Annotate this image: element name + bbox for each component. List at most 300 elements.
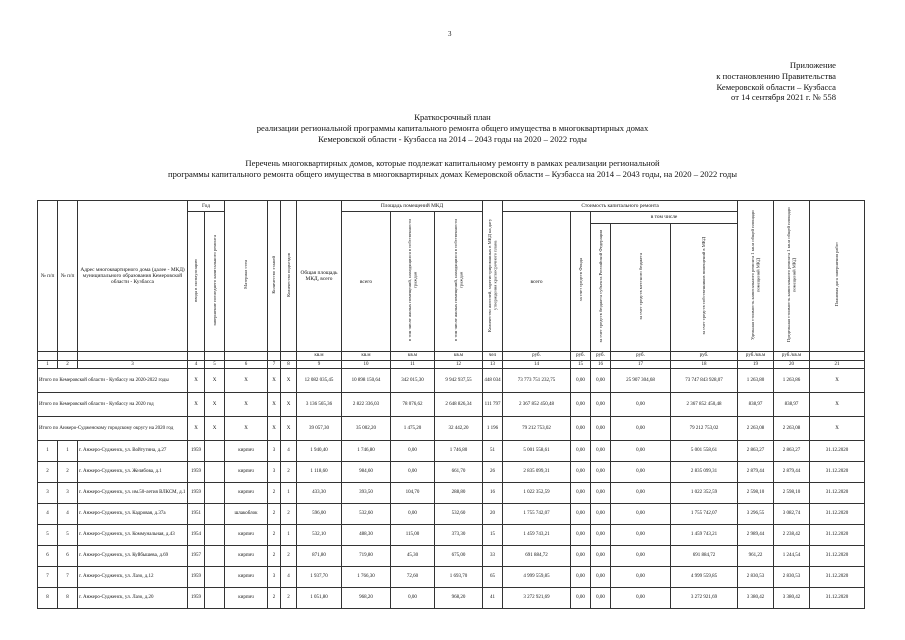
column-number: 21 xyxy=(810,361,865,369)
totals-cell-c20: 1 263,86 xyxy=(774,369,810,393)
column-number: 1 xyxy=(38,361,58,369)
table-row xyxy=(38,588,865,609)
cell-cost: 691 884,72 xyxy=(503,546,571,567)
cell-year: 1959 xyxy=(188,483,205,504)
header-area-group: Площадь помещений МКД xyxy=(342,201,483,212)
cell-repair xyxy=(205,504,225,525)
cell-fed: 0,00 xyxy=(591,504,611,525)
totals-cell-c13: 448 034 xyxy=(483,369,503,393)
header-unit-cost xyxy=(738,201,774,352)
cell-res: 65 xyxy=(483,567,503,588)
cell-fund: 0,00 xyxy=(571,588,591,609)
cell-fund: 0,00 xyxy=(571,525,591,546)
cell-fed: 0,00 xyxy=(591,588,611,609)
cell-own: 532,60 xyxy=(435,504,483,525)
unit-cell: руб. xyxy=(611,352,671,361)
cell-date: 31.12.2020 xyxy=(810,546,865,567)
cell-addr: г. Анжеро-Судженск, ул. Желябова, д.1 xyxy=(78,462,188,483)
totals-label: Итого по Кемеровской области - Кузбассу на 2020-2022 годы xyxy=(38,369,188,393)
header-entrances xyxy=(281,201,297,352)
cell-local: 0,00 xyxy=(611,588,671,609)
cell-owners: 4 999 559,85 xyxy=(671,567,738,588)
cell-total: 1 051,80 xyxy=(297,588,342,609)
header-limit-cost xyxy=(774,201,810,352)
cell-cost: 3 272 921,69 xyxy=(503,588,571,609)
header-row xyxy=(38,201,865,212)
totals-cell-c12: 2 648 826,34 xyxy=(435,393,483,417)
unit-cell xyxy=(268,352,281,361)
totals-cell-c9: 12 082 035,45 xyxy=(297,369,342,393)
totals-row xyxy=(38,393,865,417)
cell-all: 532,60 xyxy=(342,504,391,525)
cell-cit: 45,30 xyxy=(391,546,435,567)
unit-cell: руб. xyxy=(571,352,591,361)
header-fund-label: за счет средств Фонда xyxy=(577,258,583,302)
cell-cost: 5 001 558,61 xyxy=(503,441,571,462)
cell-year: 1959 xyxy=(188,441,205,462)
cell-fund: 0,00 xyxy=(571,483,591,504)
unit-cell: руб./кв.м xyxy=(774,352,810,361)
cell-limit: 1 244,54 xyxy=(774,546,810,567)
cell-res: 41 xyxy=(483,588,503,609)
cell-fed: 0,00 xyxy=(591,546,611,567)
cell-fed: 0,00 xyxy=(591,462,611,483)
totals-cell-c18: 2 367 852 450,48 xyxy=(671,393,738,417)
cell-total: 1 937,70 xyxy=(297,567,342,588)
plan-title xyxy=(150,112,755,144)
table-row xyxy=(38,567,865,588)
totals-cell-c10: 35 002,20 xyxy=(342,417,391,441)
cell-addr: г. Анжеро-Судженск, ул. Лазо, д.12 xyxy=(78,567,188,588)
cell-cost: 1 755 742,07 xyxy=(503,504,571,525)
cell-cost: 1 022 352,59 xyxy=(503,483,571,504)
cell-material: кирпич xyxy=(225,441,268,462)
totals-cell-c13: 1 196 xyxy=(483,417,503,441)
unit-cell: кв.м xyxy=(435,352,483,361)
totals-cell-c19: 2 263,08 xyxy=(738,417,774,441)
cell-date: 31.12.2020 xyxy=(810,462,865,483)
totals-cell-c19: 1 263,80 xyxy=(738,369,774,393)
unit-cell: чел xyxy=(483,352,503,361)
cell-n1: 8 xyxy=(38,588,58,609)
totals-cell-c14: 79 212 753,02 xyxy=(503,417,571,441)
list-title-line: программы капитального ремонта общего имущества в многоквартирных домах Кемеровской области – Кузбасса на 2014 – 2043 годы, на 2020 – 2022 годы xyxy=(168,168,737,179)
column-number: 7 xyxy=(268,361,281,369)
totals-cell-c8: X xyxy=(281,393,297,417)
cell-owners: 1 022 352,59 xyxy=(671,483,738,504)
cell-date: 31.12.2020 xyxy=(810,441,865,462)
cell-cit: 104,70 xyxy=(391,483,435,504)
cell-limit: 3 380,42 xyxy=(774,588,810,609)
cell-total: 596,00 xyxy=(297,504,342,525)
header-year-built xyxy=(188,212,205,352)
totals-cell-c7: X xyxy=(268,417,281,441)
cell-total: 1 118,60 xyxy=(297,462,342,483)
totals-cell-c14: 73 773 751 232,75 xyxy=(503,369,571,393)
cell-n1: 2 xyxy=(38,462,58,483)
cell-cost: 1 459 743,21 xyxy=(503,525,571,546)
header-limit-cost-label: Предельная стоимость капитального ремонта 1 кв.м общей площади помещений МКД xyxy=(786,207,797,342)
column-number: 13 xyxy=(483,361,503,369)
column-number: 11 xyxy=(391,361,435,369)
cell-fund: 0,00 xyxy=(571,546,591,567)
cell-material: кирпич xyxy=(225,546,268,567)
totals-cell-c18: 79 212 753,02 xyxy=(671,417,738,441)
cell-ent: 2 xyxy=(281,588,297,609)
cell-date: 31.12.2020 xyxy=(810,504,865,525)
cell-material: кирпич xyxy=(225,483,268,504)
column-number: 4 xyxy=(188,361,205,369)
cell-own: 968,20 xyxy=(435,588,483,609)
header-floors-label: Количество этажей xyxy=(271,255,277,294)
column-number: 16 xyxy=(591,361,611,369)
totals-cell-c15: 0,00 xyxy=(571,393,591,417)
cell-total: 532,10 xyxy=(297,525,342,546)
header-num2: № п/п xyxy=(58,201,78,352)
totals-cell-c11: 342 015,30 xyxy=(391,369,435,393)
cell-own: 373,30 xyxy=(435,525,483,546)
cell-ent: 1 xyxy=(281,525,297,546)
cell-date: 31.12.2020 xyxy=(810,483,865,504)
cell-own: 661,70 xyxy=(435,462,483,483)
cell-owners: 3 272 921,69 xyxy=(671,588,738,609)
totals-cell-c4: X xyxy=(188,393,205,417)
appendix-line: от 14 сентября 2021 г. № 558 xyxy=(731,92,836,103)
cell-own: 1 693,70 xyxy=(435,567,483,588)
totals-row xyxy=(38,417,865,441)
totals-cell-c18: 73 747 843 928,07 xyxy=(671,369,738,393)
cell-all: 393,50 xyxy=(342,483,391,504)
table-row xyxy=(38,504,865,525)
totals-cell-c13: 111 797 xyxy=(483,393,503,417)
column-number: 2 xyxy=(58,361,78,369)
cell-repair xyxy=(205,588,225,609)
cell-material: шлакоблок xyxy=(225,504,268,525)
cell-unit: 3 296,55 xyxy=(738,504,774,525)
cell-owners: 1 459 743,21 xyxy=(671,525,738,546)
totals-cell-c20: 838,97 xyxy=(774,393,810,417)
appendix-line: к постановлению Правительства xyxy=(716,70,836,81)
cell-all: 488,30 xyxy=(342,525,391,546)
cell-n2: 5 xyxy=(58,525,78,546)
header-area-citizens-label: в том числе жилых помещений, находящихся в собственности граждан xyxy=(407,219,418,341)
totals-label: Итого по Анжеро-Судженскому городскому округу на 2020 год xyxy=(38,417,188,441)
unit-cell xyxy=(78,352,188,361)
unit-cell xyxy=(205,352,225,361)
header-area-all: всего xyxy=(342,212,391,352)
totals-cell-c5: X xyxy=(205,393,225,417)
cell-year: 1957 xyxy=(188,546,205,567)
cell-date: 31.12.2020 xyxy=(810,567,865,588)
cell-own: 675,00 xyxy=(435,546,483,567)
cell-res: 15 xyxy=(483,525,503,546)
totals-label: Итого по Кемеровской области - Кузбассу на 2020 год xyxy=(38,393,188,417)
totals-cell-c19: 838,97 xyxy=(738,393,774,417)
cell-limit: 2 238,42 xyxy=(774,525,810,546)
cell-fed: 0,00 xyxy=(591,525,611,546)
cell-cit: 0,00 xyxy=(391,462,435,483)
cell-ent: 4 xyxy=(281,441,297,462)
cell-n1: 5 xyxy=(38,525,58,546)
header-federal xyxy=(591,223,611,351)
cell-local: 0,00 xyxy=(611,504,671,525)
cell-local: 0,00 xyxy=(611,462,671,483)
plan-title-line: Краткосрочный план xyxy=(414,112,491,122)
header-planned-date xyxy=(810,201,865,352)
cell-res: 16 xyxy=(483,483,503,504)
totals-cell-c17: 25 907 304,68 xyxy=(611,369,671,393)
cell-addr: г. Анжеро-Судженск, ул. Лазо, д.20 xyxy=(78,588,188,609)
unit-cell: кв.м xyxy=(342,352,391,361)
header-floors xyxy=(268,201,281,352)
cell-total: 871,80 xyxy=(297,546,342,567)
cell-repair xyxy=(205,525,225,546)
cell-own: 288,80 xyxy=(435,483,483,504)
unit-cell xyxy=(810,352,865,361)
plan-title-line: Кемеровской области - Кузбасса на 2014 – 2043 годы на 2020 – 2022 годы xyxy=(318,133,587,144)
totals-cell-c17: 0,00 xyxy=(611,393,671,417)
appendix-line: Кемеровской области – Кузбасса xyxy=(716,81,836,92)
cell-local: 0,00 xyxy=(611,525,671,546)
totals-cell-c21: X xyxy=(810,417,865,441)
totals-cell-c15: 0,00 xyxy=(571,369,591,393)
cell-fund: 0,00 xyxy=(571,462,591,483)
column-number: 20 xyxy=(774,361,810,369)
cell-fed: 0,00 xyxy=(591,441,611,462)
header-year-repair xyxy=(205,212,225,352)
unit-cell xyxy=(225,352,268,361)
table-row xyxy=(38,483,865,504)
totals-cell-c10: 10 898 150,64 xyxy=(342,369,391,393)
cell-unit: 2 879,44 xyxy=(738,462,774,483)
header-area-owned xyxy=(435,212,483,352)
header-year-group: Год xyxy=(188,201,225,212)
cell-all: 984,60 xyxy=(342,462,391,483)
cell-n2: 7 xyxy=(58,567,78,588)
cell-ent: 2 xyxy=(281,546,297,567)
totals-cell-c12: 9 942 937,55 xyxy=(435,369,483,393)
cell-repair xyxy=(205,546,225,567)
cell-ent: 2 xyxy=(281,462,297,483)
unit-cell xyxy=(281,352,297,361)
cell-unit: 3 380,42 xyxy=(738,588,774,609)
cell-date: 31.12.2020 xyxy=(810,525,865,546)
appendix-line: Приложение xyxy=(789,60,836,70)
totals-cell-c4: X xyxy=(188,417,205,441)
cell-fund: 0,00 xyxy=(571,567,591,588)
cell-year: 1959 xyxy=(188,588,205,609)
cell-floors: 3 xyxy=(268,567,281,588)
unit-cell xyxy=(38,352,58,361)
header-total-area: Общая площадь МКД, всего xyxy=(297,201,342,352)
cell-fed: 0,00 xyxy=(591,567,611,588)
cell-n2: 1 xyxy=(58,441,78,462)
totals-cell-c16: 0,00 xyxy=(591,393,611,417)
cell-repair xyxy=(205,441,225,462)
cell-addr: г. Анжеро-Судженск, ул. им.50-летия ВЛКСМ, д.1 xyxy=(78,483,188,504)
totals-cell-c9: 39 057,30 xyxy=(297,417,342,441)
cell-all: 719,80 xyxy=(342,546,391,567)
cell-cit: 0,00 xyxy=(391,441,435,462)
cell-n1: 7 xyxy=(38,567,58,588)
cell-ent: 2 xyxy=(281,504,297,525)
plan-title-line: реализации региональной программы капитального ремонта общего имущества в многоквартирных домах xyxy=(256,122,649,133)
cell-res: 51 xyxy=(483,441,503,462)
cell-n2: 3 xyxy=(58,483,78,504)
cell-date: 31.12.2020 xyxy=(810,588,865,609)
cell-limit: 2 598,10 xyxy=(774,483,810,504)
cell-unit: 2 598,10 xyxy=(738,483,774,504)
cell-n2: 8 xyxy=(58,588,78,609)
cell-floors: 3 xyxy=(268,462,281,483)
totals-cell-c6: X xyxy=(225,369,268,393)
cell-total: 1 940,40 xyxy=(297,441,342,462)
totals-cell-c20: 2 263,08 xyxy=(774,417,810,441)
unit-cell xyxy=(188,352,205,361)
column-number-row xyxy=(38,361,865,369)
cell-fed: 0,00 xyxy=(591,483,611,504)
cell-year: 1954 xyxy=(188,525,205,546)
cell-year: 1959 xyxy=(188,462,205,483)
totals-cell-c9: 3 136 565,36 xyxy=(297,393,342,417)
header-federal-label: за счет средств бюджета субъекта Российской Федерации xyxy=(597,229,603,343)
cell-floors: 2 xyxy=(268,504,281,525)
unit-cell xyxy=(58,352,78,361)
table-body xyxy=(38,201,865,609)
cell-repair xyxy=(205,483,225,504)
cell-ent: 4 xyxy=(281,567,297,588)
cell-cit: 115,00 xyxy=(391,525,435,546)
unit-cell: кв.м xyxy=(391,352,435,361)
totals-cell-c21: X xyxy=(810,369,865,393)
cell-res: 26 xyxy=(483,462,503,483)
totals-cell-c8: X xyxy=(281,369,297,393)
cell-cost: 2 835 099,31 xyxy=(503,462,571,483)
header-num1: № п/п xyxy=(38,201,58,352)
header-area-citizens xyxy=(391,212,435,352)
header-owners-label: за счет средств собственников помещений в МКД xyxy=(701,237,707,335)
list-title-line: Перечень многоквартирных домов, которые подлежат капитальному ремонту в рамках реализации региональной xyxy=(245,158,660,168)
cell-unit: 2 989,44 xyxy=(738,525,774,546)
header-residents-label: Количество жителей, зарегистрированных в МКД на дату утверждения краткосрочного плана xyxy=(487,217,498,332)
header-material xyxy=(225,201,268,352)
units-row xyxy=(38,352,865,361)
totals-cell-c7: X xyxy=(268,369,281,393)
totals-cell-c5: X xyxy=(205,369,225,393)
cell-local: 0,00 xyxy=(611,441,671,462)
cell-all: 1 766,30 xyxy=(342,567,391,588)
cell-ent: 1 xyxy=(281,483,297,504)
header-address: Адрес многоквартирного дома (далее - МКД) муниципального образования Кемеровской области - Кузбасса xyxy=(78,201,188,352)
cell-unit: 961,22 xyxy=(738,546,774,567)
cell-addr: г. Анжеро-Судженск, ул. Кадровая, д.37а xyxy=(78,504,188,525)
cell-cit: 0,00 xyxy=(391,504,435,525)
header-fund xyxy=(571,212,591,352)
header-year-repair-label: завершение последнего капитального ремонта xyxy=(211,234,217,326)
header-residents xyxy=(483,201,503,352)
cell-total: 433,30 xyxy=(297,483,342,504)
cell-n1: 4 xyxy=(38,504,58,525)
page-number: 3 xyxy=(448,30,452,38)
cell-owners: 2 835 099,31 xyxy=(671,462,738,483)
totals-cell-c21: X xyxy=(810,393,865,417)
totals-cell-c5: X xyxy=(205,417,225,441)
totals-cell-c8: X xyxy=(281,417,297,441)
table-row xyxy=(38,462,865,483)
totals-cell-c10: 2 822 336,03 xyxy=(342,393,391,417)
column-number: 8 xyxy=(281,361,297,369)
cell-res: 33 xyxy=(483,546,503,567)
header-area-owned-label: в том числе жилых помещений, находящихся в собственности граждан xyxy=(453,219,464,341)
cell-res: 20 xyxy=(483,504,503,525)
totals-cell-c16: 0,00 xyxy=(591,417,611,441)
column-number: 15 xyxy=(571,361,591,369)
cell-repair xyxy=(205,462,225,483)
totals-cell-c7: X xyxy=(268,393,281,417)
totals-cell-c11: 78 076,62 xyxy=(391,393,435,417)
totals-cell-c11: 1 475,20 xyxy=(391,417,435,441)
cell-addr: г. Анжеро-Судженск, ул. Куйбышева, д.69 xyxy=(78,546,188,567)
cell-material: кирпич xyxy=(225,588,268,609)
cell-cit: 72,60 xyxy=(391,567,435,588)
cell-repair xyxy=(205,567,225,588)
appendix-block xyxy=(576,60,836,103)
header-incl: в том числе xyxy=(591,212,738,224)
totals-cell-c4: X xyxy=(188,369,205,393)
cell-owners: 691 884,72 xyxy=(671,546,738,567)
cell-owners: 1 755 742,07 xyxy=(671,504,738,525)
cell-unit: 2 830,53 xyxy=(738,567,774,588)
header-planned-date-label: Плановая дата завершения работ xyxy=(834,242,840,307)
cell-local: 0,00 xyxy=(611,546,671,567)
cell-limit: 3 082,74 xyxy=(774,504,810,525)
column-number: 9 xyxy=(297,361,342,369)
totals-cell-c17: 0,00 xyxy=(611,417,671,441)
totals-cell-c6: X xyxy=(225,393,268,417)
cell-floors: 2 xyxy=(268,525,281,546)
header-owners xyxy=(671,223,738,351)
unit-cell: руб. xyxy=(591,352,611,361)
header-entrances-label: Количество подъездов xyxy=(285,252,291,297)
header-unit-cost-label: Удельная стоимость капитального ремонта 1 кв.м общей площади помещений МКД xyxy=(750,209,761,340)
column-number: 5 xyxy=(205,361,225,369)
cell-own: 1 746,80 xyxy=(435,441,483,462)
totals-cell-c6: X xyxy=(225,417,268,441)
cell-n1: 3 xyxy=(38,483,58,504)
cell-local: 0,00 xyxy=(611,483,671,504)
header-local-label: за счет средств местного бюджета xyxy=(637,252,643,320)
cell-addr: г. Анжеро-Судженск, ул. Коммунальная, д.43 xyxy=(78,525,188,546)
cell-material: кирпич xyxy=(225,567,268,588)
column-number: 10 xyxy=(342,361,391,369)
cell-n1: 1 xyxy=(38,441,58,462)
column-number: 14 xyxy=(503,361,571,369)
cell-unit: 2 863,27 xyxy=(738,441,774,462)
table-row xyxy=(38,525,865,546)
cell-fund: 0,00 xyxy=(571,441,591,462)
unit-cell: руб. xyxy=(503,352,571,361)
totals-cell-c14: 2 367 852 450,48 xyxy=(503,393,571,417)
repair-plan-table xyxy=(37,200,865,609)
header-cost-all: всего xyxy=(503,212,571,352)
cell-limit: 2 830,53 xyxy=(774,567,810,588)
cell-floors: 2 xyxy=(268,588,281,609)
cell-limit: 2 863,27 xyxy=(774,441,810,462)
cell-material: кирпич xyxy=(225,462,268,483)
totals-row xyxy=(38,369,865,393)
cell-fund: 0,00 xyxy=(571,504,591,525)
cell-floors: 2 xyxy=(268,546,281,567)
